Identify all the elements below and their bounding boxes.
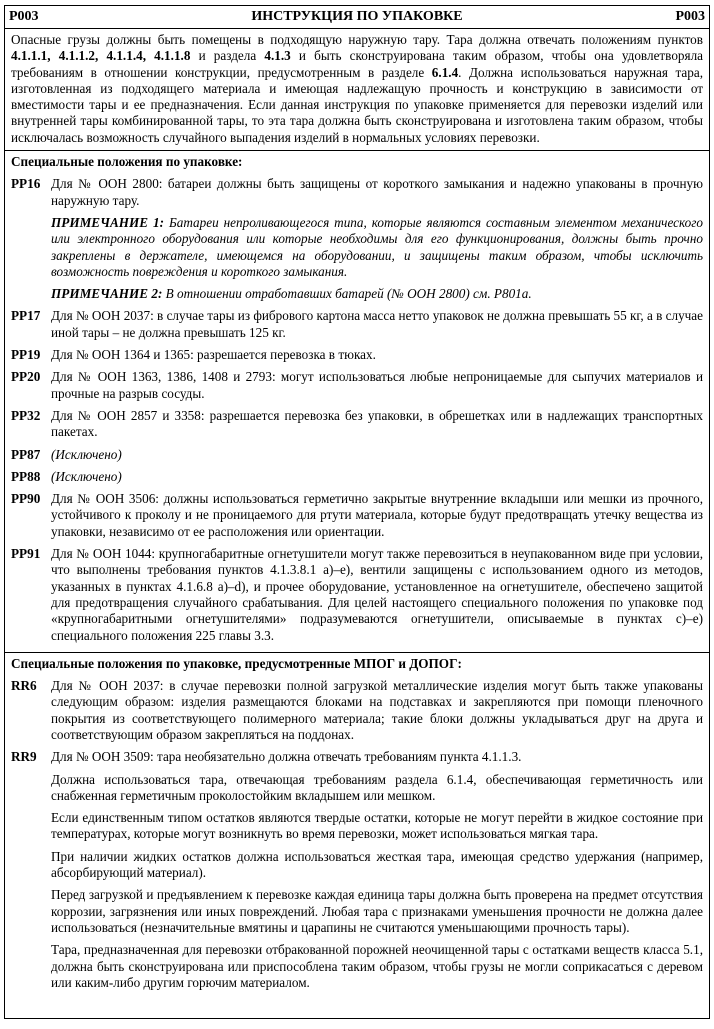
provision-paragraph: Должна использоваться тара, отвечающая требованиям раздела 6.1.4, обеспечивающая герметичность или снабженная герметичным проколостойким вкладышем или мешком. [51,771,703,803]
provision-paragraph: Тара, предназначенная для перевозки отбракованной порожней неочищенной тары с остатками веществ класса 5.1, должна быть сконструирована или приспособлена таким образом, чтобы грузы не могли соприкасаться с деревом или каким-либо другим горючим материалом. [51,942,703,990]
packing-instruction-table [4,5,710,1019]
intro-ref: 4.1.3 [264,48,291,64]
section-title: Специальные положения по упаковке: [11,154,243,170]
special-provisions-section [5,151,709,652]
provision-text: Для № ООН 2800: батареи должны быть защищены от короткого замыкания и надежно упакованы в прочную наружную тару. [51,176,703,208]
intro-text: Опасные грузы должны быть помещены в подходящую наружную тару. Тара должна отвечать положениям пунктов [11,32,703,47]
provision-code: PP90 [11,491,41,507]
intro-text: и раздела [190,48,265,64]
provision-text: Для № ООН 1363, 1386, 1408 и 2793: могут использоваться любые непроницаемые для сыпучих материалов и прочные на разрыв сосуды. [51,369,703,401]
provision-paragraph: Для № ООН 3509: тара необязательно должна отвечать требованиям пункта 4.1.1.3. [51,749,522,765]
provision-code: PP16 [11,176,41,192]
provision-paragraph: При наличии жидких остатков должна использоваться жесткая тара, имеющая средство удержания (например, абсорбирующий материал). [51,848,703,881]
note-text: В отношении отработавших батарей (№ ООН 2800) см. P801a. [162,286,532,302]
rid-adr-provisions-section [5,652,709,999]
provision-code: PP88 [11,468,41,484]
instruction-title: ИНСТРУКЦИЯ ПО УПАКОВКЕ [251,9,463,24]
provision-pp87 [11,447,703,463]
intro-text: . Должна использоваться наружная тара, изготовленная из подходящего материала и имеющая надлежащую прочность и конструкцию в зависимости от вместимости тары и ее предназначения. Если данная инструкция по упаковке применяется для перевозки изделий или внутренней тары комбинированной тары, то эта тара должна быть сконструирована и изготовлена таким образом, чтобы исключалась возможность случайного выпадения изделий в нормальных условиях перевозки. [11,64,703,145]
provision-code: PP87 [11,446,41,462]
provision-paragraph: Перед загрузкой и предъявлением к перевозке каждая единица тары должна быть проверена на предмет отсутствия коррозии, загрязнения или иных повреждений. Любая тара с признаками уменьшения прочности не должна далее использоваться (незначительные вмятины и царапины не считаются уменьшающими прочность тары). [51,887,703,935]
provision-text: Для № ООН 3506: должны использоваться герметично закрытые внутренние вкладыши или мешки из прочного, устойчивого к проколу и не проницаемого для ртути материала, которые будут предотвращать утечку вещества из упаковки, независимо от ее расположения или ориентации. [51,491,703,539]
section-title: Специальные положения по упаковке, предусмотренные МПОГ и ДОПОГ: [11,655,462,671]
provision-pp88 [11,469,703,485]
provision-code: PP91 [11,546,41,562]
provision-text: Для № ООН 2037: в случае тары из фибрового картона масса нетто упаковок не должна превышать 55 кг, а в случае иной тары – не должна превышать 125 кг. [51,308,703,340]
provision-rr9 [11,749,703,991]
provision-code: RR6 [11,678,37,694]
provision-body [51,176,703,302]
table-header [5,6,709,29]
instruction-code-right: P003 [675,9,705,24]
provision-code: PP20 [11,369,41,385]
intro-ref: 6.1.4 [431,64,459,80]
provision-pp91 [11,546,703,644]
provision-pp20 [11,369,703,402]
provision-text: (Исключено) [51,446,122,462]
intro-text: и быть сконструирована таким образом, чтобы она удовлетворяла требованиям в отношении конструкции, предусмотренным в разделе [11,48,704,80]
provision-paragraph: Если единственным типом остатков являются твердые остатки, которые не могут перейти в жидкое состояние при температурах, которые могут возникнуть во время перевозки, может использоваться мягкая тара. [51,810,703,842]
provision-body [51,749,703,991]
provision-code: PP19 [11,347,41,363]
provision-text: Для № ООН 2037: в случае перевозки полной загрузкой металлические изделия могут быть также упакованы следующим образом: изделия размещаются блоками на подставках и закрепляются при помощи пленочного покрытия из соответствующего полимерного материала; такие блоки должны укладываться друг на друга и соответствующим образом закрепляться на поддонах. [51,678,703,742]
provision-text: (Исключено) [51,468,122,484]
note-label: ПРИМЕЧАНИЕ 1: [51,214,165,230]
note-1 [51,215,703,280]
provision-text: Для № ООН 2857 и 3358: разрешается перевозка без упаковки, в обрешетках или в надлежащих транспортных пакетах. [51,407,703,440]
note-text: Батареи непроливающегося типа, которые являются составным элементом механического или электронного оборудования или которые необходимы для его функционирования, должны быть прочно закреплены в держателе, имеющемся на оборудовании, и защищены таким образом, чтобы исключить возможность повреждения и короткого замыкания. [51,214,703,279]
provision-code: RR9 [11,749,37,765]
provision-text: Для № ООН 1364 и 1365: разрешается перевозка в тюках. [51,347,376,363]
provision-code: PP32 [11,407,41,423]
note-label: ПРИМЕЧАНИЕ 2: [51,286,163,302]
provision-text: Для № ООН 1044: крупногабаритные огнетушители могут также перевозиться в неупакованном виде при условии, что выполнены требования пунктов 4.1.3.8.1 a)–e), вентили защищены с использованием одного из методов, указанных в пунктах 4.1.6.8 a)–d), и прочее оборудование, установленное на огнетушителе, обеспечено защитой для предотвращения случайного срабатывания. Для целей настоящего специального положения по упаковке под «крупногабаритными огнетушителями» подразумеваются огнетушители, описываемые в пунктах c)–e) специального положения 225 главы 3.3. [51,546,703,643]
provision-code: PP17 [11,308,41,324]
provision-pp90 [11,491,703,540]
intro-ref: 4.1.1.1, 4.1.1.2, 4.1.1.4, 4.1.1.8 [11,48,191,64]
provision-pp32 [11,408,703,441]
intro-paragraph [5,29,709,151]
provision-pp16 [11,176,703,302]
provision-pp17 [11,308,703,341]
provision-pp19 [11,347,703,363]
note-2 [51,286,703,302]
provision-rr6 [11,678,703,743]
instruction-code-left: P003 [9,9,39,24]
